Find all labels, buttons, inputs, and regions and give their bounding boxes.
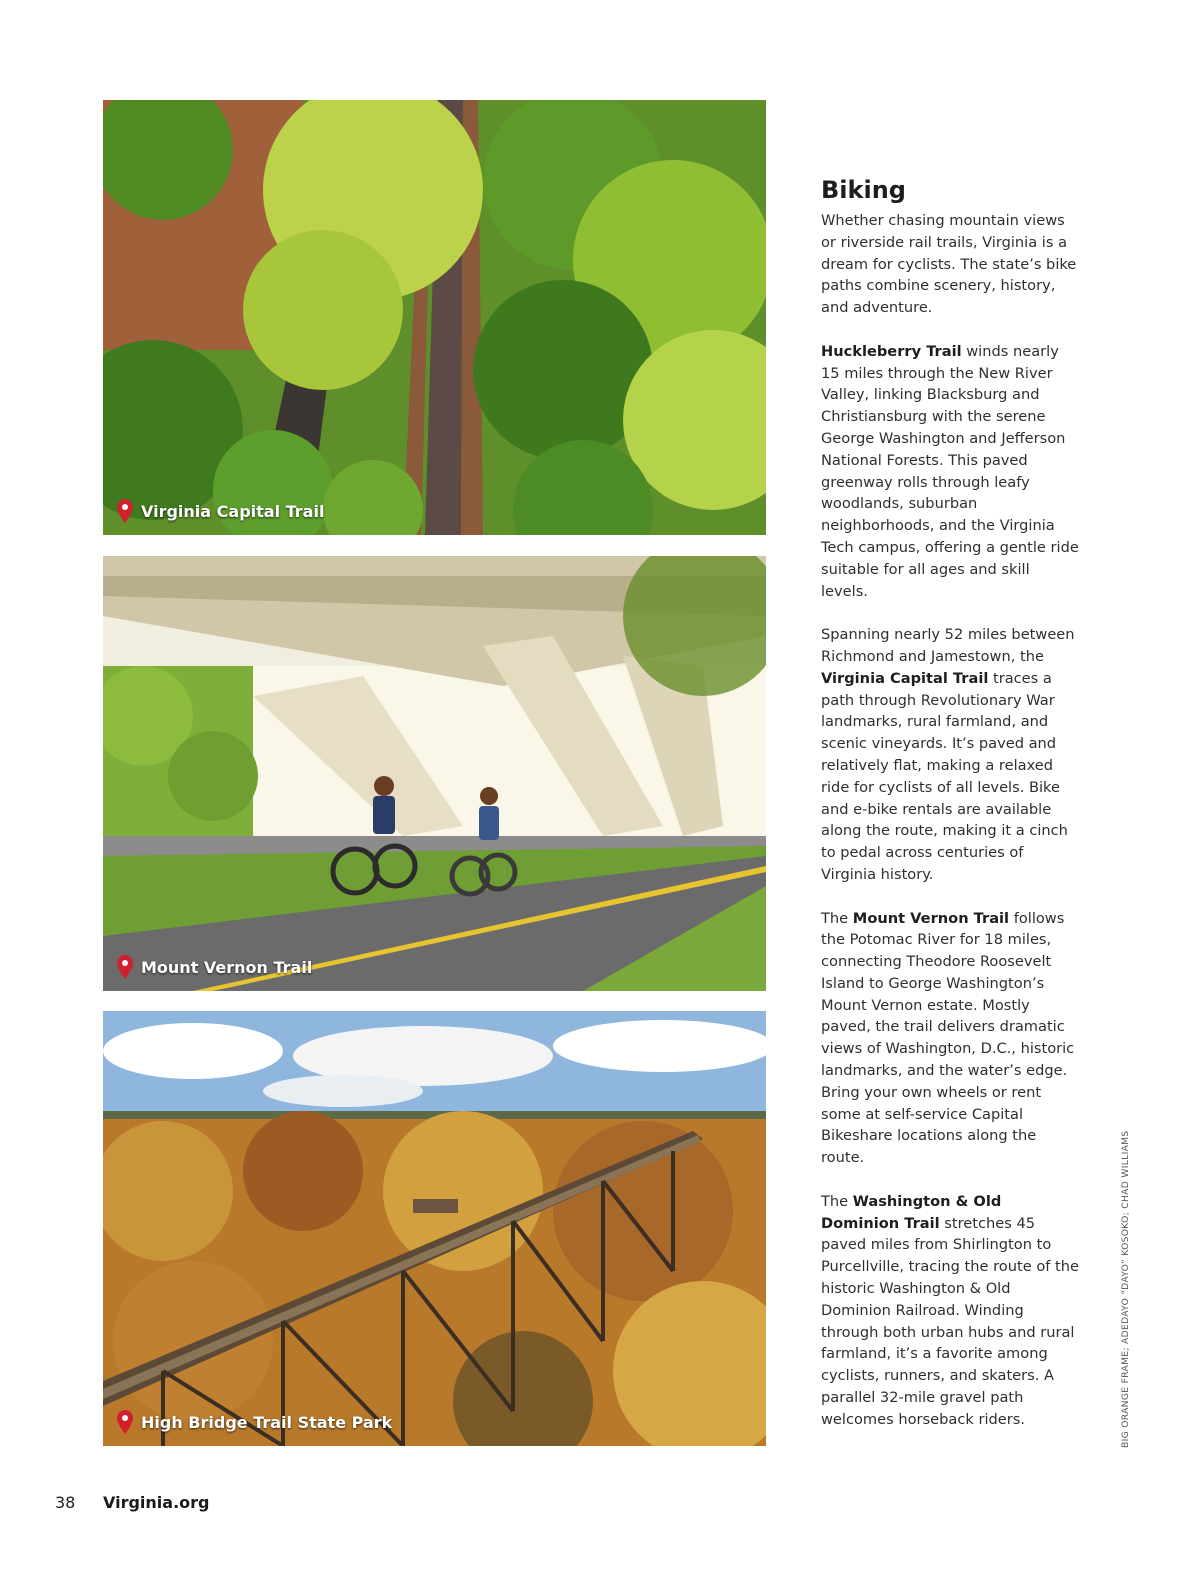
paragraph-text: traces a path through Revolutionary War landmarks, rural farmland, and scenic vineyards. It’s paved and relatively flat, making a relaxed ride for cyclists of all levels. Bike and e-bike rentals are available along the route, making it a cinch to pedal across centuries of Virginia history. xyxy=(821,669,1068,883)
caption-text: Mount Vernon Trail xyxy=(141,957,313,977)
photo-high-bridge-trail xyxy=(103,1011,766,1446)
photo-caption xyxy=(117,499,324,523)
trail-name: Huckleberry Trail xyxy=(821,342,962,360)
page-number: 38 xyxy=(55,1493,76,1512)
intro-paragraph: Whether chasing mountain views or riverside rail trails, Virginia is a dream for cyclists. The state’s bike paths combine scenery, history, and adventure. xyxy=(821,212,1077,317)
paragraph-text: follows the Potomac River for 18 miles, connecting Theodore Roosevelt Island to George Washington’s Mount Vernon estate. Mostly paved, the trail delivers dramatic views of Washington, D.C., historic landmarks, and the water’s edge. Bring your own wheels or rent some at self-service Capital Bikeshare locations along the route. xyxy=(821,909,1075,1167)
trestle-bridge-image xyxy=(103,1011,766,1446)
map-pin-icon xyxy=(117,1410,133,1434)
aerial-forest-image xyxy=(103,100,766,535)
paragraph-text: The xyxy=(821,1192,853,1210)
capital-trail-paragraph xyxy=(821,624,1081,886)
photo-credit: BIG ORANGE FRAME; ADEDAYO “DAYO” KOSOKO; CHAD WILLIAMS xyxy=(1120,1130,1131,1448)
photo-caption xyxy=(117,1410,392,1434)
trail-name: Mount Vernon Trail xyxy=(852,909,1010,927)
photo-virginia-capital-trail xyxy=(103,100,766,535)
map-pin-icon xyxy=(117,499,133,523)
paragraph-text: stretches 45 paved miles from Shirlington to Purcellville, tracing the route of the historic Washington & Old Dominion Railroad. Winding through both urban hubs and rural farmland, it’s a favorite among cyclists, runners, and skaters. A parallel 32-mile gravel path welcomes horseback riders. xyxy=(821,1214,1079,1428)
trail-name: Virginia Capital Trail xyxy=(821,669,989,687)
article-column xyxy=(821,176,1081,1452)
site-link[interactable]: Virginia.org xyxy=(103,1493,210,1512)
caption-text: Virginia Capital Trail xyxy=(141,501,325,521)
photo-mount-vernon-trail xyxy=(103,556,766,991)
photo-caption xyxy=(117,955,312,979)
paragraph-text: winds nearly 15 miles through the New River Valley, linking Blacksburg and Christiansburg with the serene George Washington and Jefferson National Forests. This paved greenway rolls through leafy woodlands, suburban neighborhoods, and the Virginia Tech campus, offering a gentle ride suitable for all ages and skill levels. xyxy=(821,342,1079,600)
mount-vernon-paragraph xyxy=(821,908,1081,1170)
trail-name: Washington & Old Dominion Trail xyxy=(821,1192,1002,1232)
paragraph-text: Spanning nearly 52 miles between Richmond and Jamestown, the xyxy=(821,626,1075,665)
huckleberry-paragraph xyxy=(821,341,1081,603)
cyclists-bridge-image xyxy=(103,556,766,991)
wod-paragraph xyxy=(821,1191,1081,1431)
caption-text: High Bridge Trail State Park xyxy=(141,1412,393,1432)
paragraph-text: The xyxy=(821,909,853,927)
article-heading: Biking xyxy=(821,176,906,204)
map-pin-icon xyxy=(117,955,133,979)
